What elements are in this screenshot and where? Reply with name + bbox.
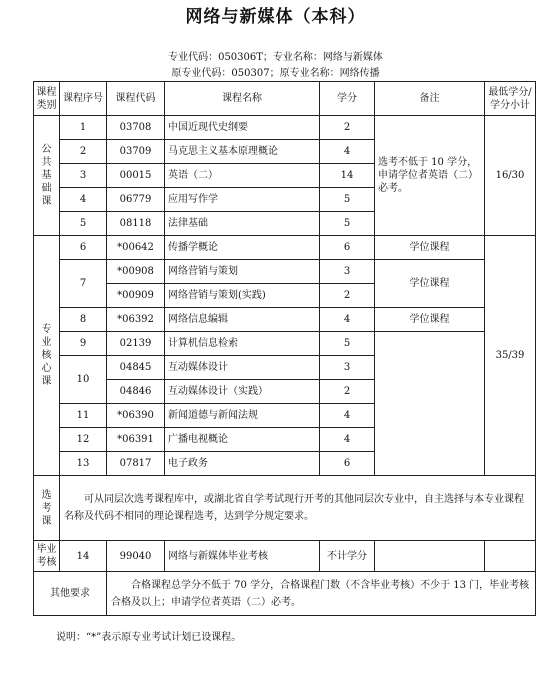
graduation-code: 99040: [107, 541, 165, 572]
core-note-empty: [375, 332, 485, 476]
major-code-line: 专业代码：050306T；专业名称：网络与新媒体: [168, 52, 383, 63]
graduation-row: [34, 541, 536, 572]
course-seq: 3: [60, 164, 107, 188]
degree-note: 学位课程: [375, 236, 485, 260]
category-public-basic: 公共基础课: [34, 116, 60, 236]
course-credit: 4: [320, 140, 375, 164]
course-credit: 2: [320, 284, 375, 308]
graduation-name: 网络与新媒体毕业考核: [165, 541, 320, 572]
category-graduation: 毕业考核: [34, 541, 60, 572]
table-row: [34, 332, 536, 356]
course-code: 03709: [107, 140, 165, 164]
elective-row: [34, 476, 536, 541]
category-core: 专业核心课: [34, 236, 60, 476]
course-code: *00908: [107, 260, 165, 284]
table-header-row: [34, 82, 536, 116]
course-credit: 5: [320, 212, 375, 236]
course-credit: 14: [320, 164, 375, 188]
other-requirements-text: 合格课程总学分不低于 70 学分，合格课程门数（不含毕业考核）不少于 13 门，毕业考核合格及以上；申请学位者英语（二）必考。: [107, 572, 536, 616]
course-code: 02139: [107, 332, 165, 356]
header-category: 课程类别: [34, 82, 60, 116]
course-credit: 4: [320, 428, 375, 452]
degree-note: 学位课程: [375, 260, 485, 308]
course-name: 互动媒体设计（实践）: [165, 380, 320, 404]
course-code: *06392: [107, 308, 165, 332]
table-row: [34, 308, 536, 332]
graduation-seq: 14: [60, 541, 107, 572]
public-basic-min-credit: 16/30: [485, 116, 536, 236]
course-credit: 5: [320, 332, 375, 356]
course-plan-table: [33, 81, 536, 616]
course-seq: 9: [60, 332, 107, 356]
course-name: 广播电视概论: [165, 428, 320, 452]
course-name: 计算机信息检索: [165, 332, 320, 356]
table-row: [34, 260, 536, 284]
graduation-min-empty: [485, 541, 536, 572]
course-name: 法律基础: [165, 212, 320, 236]
course-credit: 4: [320, 308, 375, 332]
other-requirements-label: 其他要求: [34, 572, 107, 616]
course-seq: 4: [60, 188, 107, 212]
course-credit: 2: [320, 116, 375, 140]
header-min-credit: 最低学分/学分小计: [485, 82, 536, 116]
category-elective: 选考课: [34, 476, 60, 541]
course-code: 07817: [107, 452, 165, 476]
course-name: 网络信息编辑: [165, 308, 320, 332]
course-seq: 10: [60, 356, 107, 404]
course-seq: 6: [60, 236, 107, 260]
course-name: 新闻道德与新闻法规: [165, 404, 320, 428]
header-code: 课程代码: [107, 82, 165, 116]
elective-text: 可从同层次选考课程库中，或湖北省自学考试现行开考的其他同层次专业中，自主选择与本专业课程名称及代码不相同的理论课程选考，达到学分规定要求。: [60, 476, 536, 541]
course-credit: 4: [320, 404, 375, 428]
public-basic-note: 选考不低于 10 学分，申请学位者英语（二）必考。: [375, 116, 485, 236]
course-code: 04846: [107, 380, 165, 404]
course-name: 电子政务: [165, 452, 320, 476]
course-name: 网络营销与策划: [165, 260, 320, 284]
original-major-code-line: 原专业代码：050307；原专业名称：网络传播: [171, 68, 380, 79]
course-name: 网络营销与策划(实践): [165, 284, 320, 308]
header-seq: 课程序号: [60, 82, 107, 116]
course-credit: 5: [320, 188, 375, 212]
course-seq: 1: [60, 116, 107, 140]
course-seq: 11: [60, 404, 107, 428]
course-seq: 7: [60, 260, 107, 308]
course-code: 04845: [107, 356, 165, 380]
graduation-credit: 不计学分: [320, 541, 375, 572]
degree-note: 学位课程: [375, 308, 485, 332]
course-name: 英语（二）: [165, 164, 320, 188]
course-name: 马克思主义基本原理概论: [165, 140, 320, 164]
course-seq: 2: [60, 140, 107, 164]
course-credit: 3: [320, 260, 375, 284]
course-credit: 6: [320, 236, 375, 260]
course-code: *06390: [107, 404, 165, 428]
core-min-credit: 35/39: [485, 236, 536, 476]
course-code: 08118: [107, 212, 165, 236]
course-code: *00642: [107, 236, 165, 260]
course-name: 传播学概论: [165, 236, 320, 260]
header-name: 课程名称: [165, 82, 320, 116]
table-row: [34, 236, 536, 260]
header-credit: 学分: [320, 82, 375, 116]
course-seq: 5: [60, 212, 107, 236]
course-name: 应用写作学: [165, 188, 320, 212]
course-credit: 6: [320, 452, 375, 476]
course-code: *06391: [107, 428, 165, 452]
course-seq: 12: [60, 428, 107, 452]
course-credit: 3: [320, 356, 375, 380]
course-name: 互动媒体设计: [165, 356, 320, 380]
course-seq: 13: [60, 452, 107, 476]
course-code: 03708: [107, 116, 165, 140]
header-note: 备注: [375, 82, 485, 116]
page-title: 网络与新媒体（本科）: [185, 7, 366, 27]
footnote: 说明：“*”表示原专业考试计划已设课程。: [56, 632, 242, 643]
course-seq: 8: [60, 308, 107, 332]
course-code: 00015: [107, 164, 165, 188]
table-row: [34, 116, 536, 140]
other-requirements-row: [34, 572, 536, 616]
graduation-note-empty: [375, 541, 485, 572]
course-code: *00909: [107, 284, 165, 308]
course-code: 06779: [107, 188, 165, 212]
course-name: 中国近现代史纲要: [165, 116, 320, 140]
course-credit: 2: [320, 380, 375, 404]
